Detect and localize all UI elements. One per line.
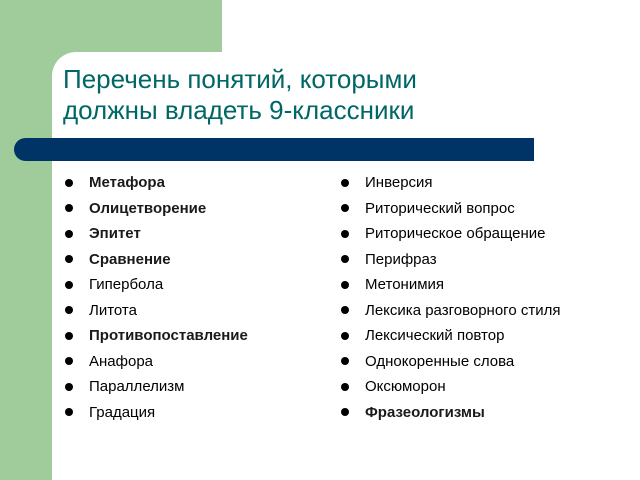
term-list-item [64,170,248,196]
term-label: Олицетворение [89,199,207,217]
term-label: Риторическое обращение [365,225,546,242]
term-label: Лексика разговорного стиля [365,301,561,319]
bullet-icon [65,204,73,212]
term-label: Метонимия [365,276,445,293]
term-list-item [340,196,560,222]
slide-title-line-2: должны владеть 9-классники [63,95,415,125]
term-list-item [64,400,248,426]
bullet-icon [65,255,73,263]
term-list-item [340,272,560,298]
term-label: Сравнение [89,250,171,268]
term-label: Противопоставление [89,327,248,344]
bullet-icon [341,306,349,314]
term-list-item [340,221,560,247]
bullet-icon [341,408,349,416]
term-label: Анафора [89,352,153,370]
bullet-icon [341,383,349,391]
term-label: Градация [89,403,156,421]
term-list-item [340,247,560,273]
term-list-item [64,272,248,298]
term-label: Эпитет [89,225,141,242]
slide-title-line-1: Перечень понятий, которыми [63,64,417,94]
bullet-icon [65,281,73,289]
term-list-item [340,323,560,349]
bullet-icon [341,204,349,212]
term-label: Метафора [89,174,165,191]
term-label: Инверсия [365,174,433,191]
bullet-icon [65,357,73,365]
term-list-item [340,349,560,375]
bullet-icon [65,408,73,416]
term-label: Оксюморон [365,378,446,395]
term-list-item [64,298,248,324]
bullet-icon [65,306,73,314]
bullet-icon [341,255,349,263]
bullet-icon [341,332,349,340]
term-label: Лексический повтор [365,327,505,344]
term-list-item [340,170,560,196]
bullet-icon [341,357,349,365]
term-list-item [340,298,560,324]
term-label: Гипербола [89,276,164,293]
term-label: Перифраз [365,250,437,268]
slide-title [63,64,603,126]
term-label: Литота [89,301,137,319]
right-term-list [340,170,560,425]
term-list-item [340,374,560,400]
term-list-item [64,374,248,400]
bullet-icon [341,230,349,238]
term-label: Однокоренные слова [365,352,515,370]
term-label: Параллелизм [89,378,185,395]
bullet-icon [341,179,349,187]
bullet-icon [65,230,73,238]
bullet-icon [65,179,73,187]
bullet-icon [341,281,349,289]
title-divider-bar [14,138,534,161]
term-label: Фразеологизмы [365,403,485,421]
term-list-item [64,247,248,273]
term-list-item [64,196,248,222]
left-term-list [64,170,248,425]
bullet-icon [65,383,73,391]
bullet-icon [65,332,73,340]
term-list-item [64,349,248,375]
term-list-item [340,400,560,426]
term-label: Риторический вопрос [365,199,515,217]
term-list-item [64,323,248,349]
term-list-item [64,221,248,247]
